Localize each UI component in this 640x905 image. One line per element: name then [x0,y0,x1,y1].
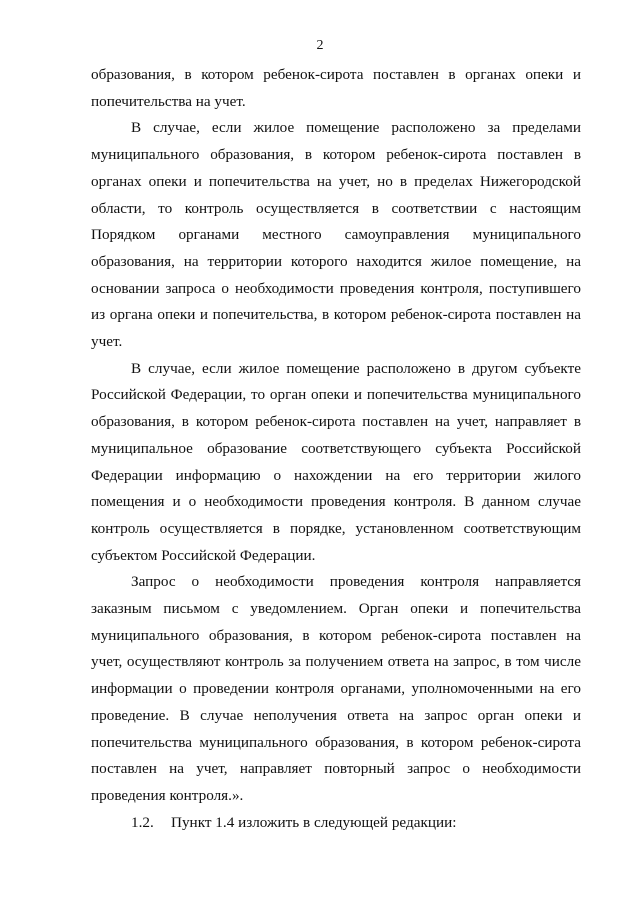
page-number: 2 [316,38,324,53]
list-item [91,810,581,837]
paragraph-request: Запрос о необходимости проведения контроля направляется заказным письмом с уведомлением. Орган опеки и попечительства муниципального образования, в котором ребенок-сирота поставлен на учет, осуществляют контроль за получением ответа на запрос, в том числе информации о проведении контроля органами, уполномоченными на его проведение. В случае неполучения ответа на запрос орган опеки и попечительства муниципального образования, в котором ребенок-сирота поставлен на учет, направляет повторный запрос о необходимости проведения контроля.». [91,573,581,804]
item-text: Пункт 1.4 изложить в следующей редакции: [171,813,457,831]
paragraph-continuation: образования, в котором ребенок-сирота поставлен в органах опеки и попечительства на учет. [91,66,581,110]
item-number: 1.2. [131,813,154,831]
paragraph-outside-municipality: В случае, если жилое помещение расположено за пределами муниципального образования, в котором ребенок-сирота поставлен в органах опеки и попечительства на учет, но в пределах Нижегородской области, то контроль осуществляется в соответствии с настоящим Порядком органами местного самоуправления муниципального образования, на территории которого находится жилое помещение, на основании запроса о необходимости проведения контроля, поступившего из органа опеки и попечительства, в котором ребенок-сирота поставлен на учет. [91,119,581,351]
paragraph-other-subject: В случае, если жилое помещение расположено в другом субъекте Российской Федерации, то орган опеки и попечительства муниципального образования, в котором ребенок-сирота поставлен на учет, направляет в муниципальное образование соответствующего субъекта Российской Федерации информацию о нахождении на его территории жилого помещения и о необходимости проведения контроля. В данном случае контроль осуществляется в порядке, установленном соответствующим субъектом Российской Федерации. [91,359,581,564]
document-body [91,62,581,836]
